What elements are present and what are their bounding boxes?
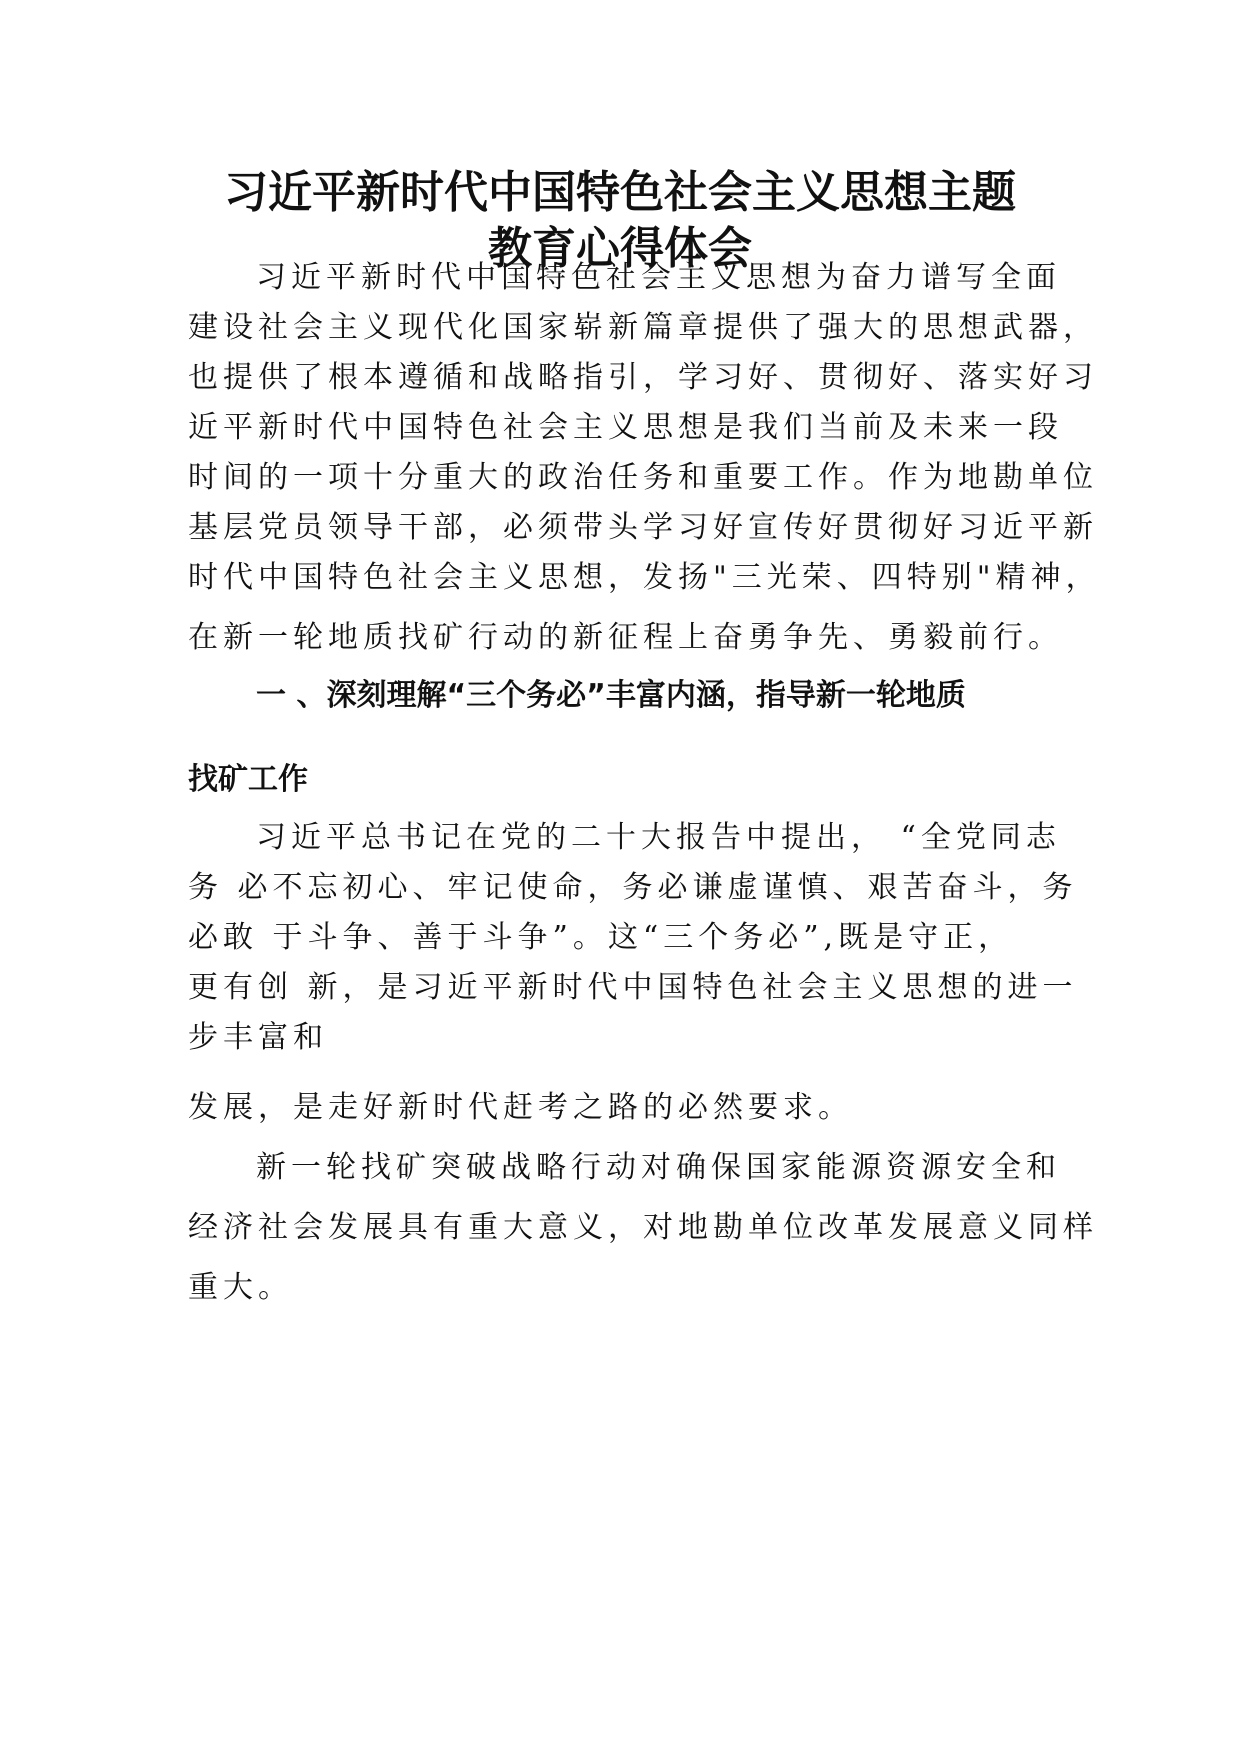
paragraph-1-line: 习近平新时代中国特色社会主义思想为奋力谱写全面	[256, 260, 1061, 295]
paragraph-2-line: 务 必不忘初心、牢记使命，务必谦虚谨慎、艰苦奋斗，务	[188, 870, 1078, 905]
paragraph-3-line: 新一轮找矿突破战略行动对确保国家能源资源安全和	[256, 1150, 1061, 1185]
section-1-heading-line-1: 一 、深刻理解“三个务必”丰富内涵，指导新一轮地质	[256, 678, 966, 713]
paragraph-2-line: 习近平总书记在党的二十大报告中提出， “全党同志	[256, 820, 1061, 855]
paragraph-1-line: 时代中国特色社会主义思想，发扬"三光荣、四特别"精神，	[188, 560, 1101, 595]
paragraph-2-line: 更有创 新，是习近平新时代中国特色社会主义思想的进一	[188, 970, 1078, 1005]
paragraph-2-line: 步丰富和	[188, 1020, 328, 1055]
paragraph-1-line: 时间的一项十分重大的政治任务和重要工作。作为地勘单位	[188, 460, 1098, 495]
paragraph-2-line: 发展，是走好新时代赶考之路的必然要求。	[188, 1090, 853, 1125]
document-title-line-2: 教育心得体会	[488, 223, 752, 274]
paragraph-1-line: 建设社会主义现代化国家崭新篇章提供了强大的思想武器，	[188, 310, 1098, 345]
paragraph-1-line: 也提供了根本遵循和战略指引，学习好、贯彻好、落实好习	[188, 360, 1098, 395]
paragraph-2-line: 必敢 于斗争、善于斗争”。这“三个务必”,既是守正，	[188, 920, 1014, 955]
paragraph-3-line: 重大。	[188, 1270, 293, 1305]
document-title-line-1: 习近平新时代中国特色社会主义思想主题	[224, 167, 1016, 218]
paragraph-1-line: 在新一轮地质找矿行动的新征程上奋勇争先、勇毅前行。	[188, 620, 1063, 655]
paragraph-1-line: 近平新时代中国特色社会主义思想是我们当前及未来一段	[188, 410, 1063, 445]
paragraph-3-line: 经济社会发展具有重大意义，对地勘单位改革发展意义同样	[188, 1210, 1098, 1245]
section-1-heading-line-2: 找矿工作	[188, 762, 308, 797]
paragraph-1-line: 基层党员领导干部，必须带头学习好宣传好贯彻好习近平新	[188, 510, 1098, 545]
